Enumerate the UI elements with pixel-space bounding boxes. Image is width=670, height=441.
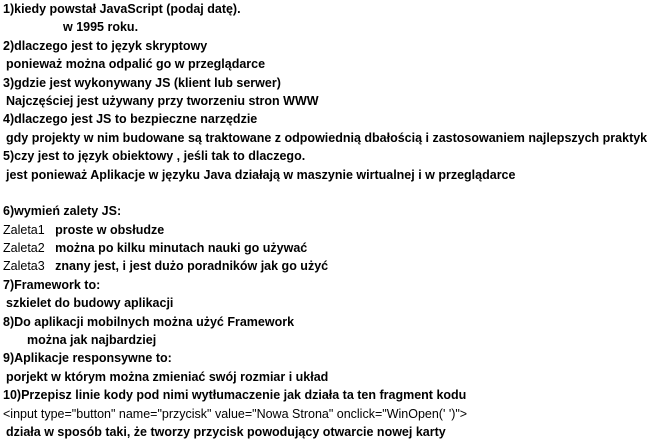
- answer-10: działa w sposób taki, że tworzy przycisk powodujący otwarcie nowej karty: [6, 424, 446, 439]
- advantage-label: Zaleta3: [3, 259, 45, 274]
- blank-line: [3, 184, 668, 202]
- advantage-item: [3, 257, 668, 275]
- question-5: 5)czy jest to język obiektowy , jeśli tak to dlaczego.: [3, 149, 306, 164]
- advantage-text: można po kilku minutach nauki go używać: [55, 241, 308, 256]
- answer-8: można jak najbardziej: [27, 333, 157, 348]
- answer-4: gdy projekty w nim budowane są traktowane z odpowiednią dbałością i zastosowaniem najlepszych praktyk: [6, 130, 648, 145]
- answer-5: jest ponieważ Aplikacje w języku Java działają w maszynie wirtualnej i w przeglądarce: [6, 167, 516, 182]
- advantage-item: [3, 239, 668, 257]
- question-9: 9)Aplikacje responsywne to:: [3, 351, 172, 366]
- advantage-label: Zaleta2: [3, 241, 45, 256]
- answer-7: szkielet do budowy aplikacji: [6, 296, 174, 311]
- question-3: 3)gdzie jest wykonywany JS (klient lub serwer): [3, 75, 281, 90]
- question-2: 2)dlaczego jest to język skryptowy: [3, 38, 208, 53]
- question-7: 7)Framework to:: [3, 277, 101, 292]
- question-6: 6)wymień zalety JS:: [3, 204, 122, 219]
- advantage-label: Zaleta1: [3, 222, 45, 237]
- question-4: 4)dlaczego jest JS to bezpieczne narzędzie: [3, 112, 258, 127]
- answer-9: porjekt w którym można zmieniać swój rozmiar i układ: [6, 369, 329, 384]
- answer-2: ponieważ można odpalić go w przeglądarce: [6, 57, 266, 72]
- question-10: 10)Przepisz linie kody pod nimi wytłumaczenie jak działa ta ten fragment kodu: [3, 388, 467, 403]
- question-1: 1)kiedy powstał JavaScript (podaj datę).: [3, 2, 241, 16]
- code-snippet: <input type="button" name="przycisk" value="Nowa Strona" onclick="WinOpen(' ')">: [3, 406, 468, 421]
- advantage-item: [3, 221, 668, 239]
- question-8: 8)Do aplikacji mobilnych można użyć Framework: [3, 314, 295, 329]
- advantage-text: proste w obsłudze: [55, 222, 165, 237]
- advantage-text: znany jest, i jest dużo poradników jak go użyć: [55, 259, 329, 274]
- answer-1: w 1995 roku.: [63, 20, 139, 35]
- document-body: [3, 0, 668, 441]
- answer-3: Najczęściej jest używany przy tworzeniu stron WWW: [6, 93, 319, 108]
